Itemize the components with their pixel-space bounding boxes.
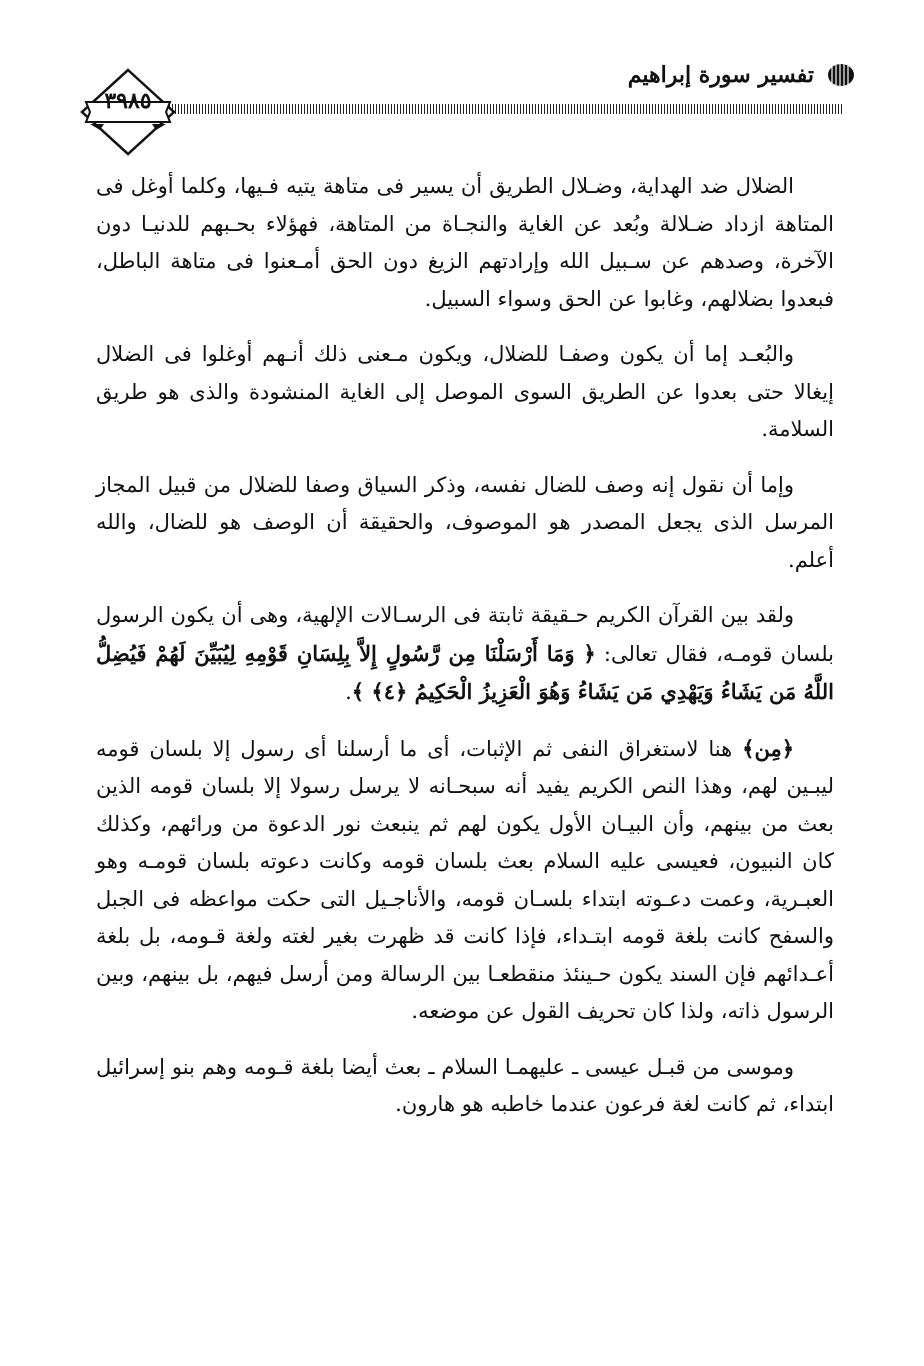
paragraph: وإما أن نقول إنه وصف للضال نفسه، وذكر السياق وصفا للضلال من قبيل المجاز المرسل الذى يجعل المصدر هو الموصوف، والحقيقة أن الوصف هو للضال، والله أعلم. <box>96 472 834 572</box>
quran-word: ﴿مِن﴾ <box>742 735 794 761</box>
running-header-title: تفسير سورة إبراهيم <box>627 62 814 88</box>
paragraph-text: . <box>345 680 352 704</box>
paragraph <box>96 730 834 1031</box>
paragraph: وموسى من قبـل عيسى ـ عليهمـا السلام ـ بعث أيضا بلغة قـومه وهم بنو إسرائيل ابتداء، ثم كانت لغة فرعون عندما خاطبه هو هارون. <box>96 1054 834 1116</box>
page-number: ٣٩٨٥ <box>104 88 152 114</box>
header-rule <box>160 104 842 114</box>
body-text <box>96 168 834 1142</box>
quran-verse: ﴿ وَمَا أَرْسَلْنَا مِن رَّسُولٍ إِلاَّ بِلِسَانِ قَوْمِهِ لِيُبَيِّنَ لَهُمْ فَيُضِلُّ اللَّهُ مَن يَشَاءُ وَيَهْدِي مَن يَشَاءُ وَهُوَ الْعَزِيزُ الْحَكِيمُ ﴿٤﴾ ﴾ <box>96 640 834 704</box>
paragraph: الضلال ضد الهداية، وضـلال الطريق أن يسير فى متاهة يتيه فـيها، وكلما أوغل فى المتاهة ازداد ضـلالة وبُعد عن الغاية والنجـاة من المتاهة، فهؤلاء بحـبهم للدنيـا دون الآخرة، وصدهم عن سـبيل الله وإرادتهم الزيغ دون الحق أمـعنوا فى متاهة الباطل، فبعدوا بضلالهم، وغابوا عن الحق وسواء السبيل. <box>96 174 834 311</box>
paragraph-text: هنا لاستغراق النفى ثم الإثبات، أى ما أرسلنا أى رسول إلا بلسان قومه ليبـين لهم، وهذا النص الكريم يفيد أنه سبحـانه لا يرسل رسولا إلا بلسان قومه الذين بعث من بينهم، وأن البيـان الأول يكون لهم ثم ينبعث نور الدعوة من ورائهم، وكذلك كان النبيون، فعيسى عليه السلام بعث بلسان قومه وكانت دعوته بلسان قومـه وهو العبـرية، وعمت دعـوته ابتداء بلسـان قومه، والأناجـيل التى حكت مواعظه فى الجبل والسفح كانت بلغة قومه ابتـداء، فإذا كانت قد ظهرت بغير لغته ولغة قـومه، بل بلغة أعـدائهم فإن السند يكون حـينئذ منقطعـا بين الرسالة ومن أرسل فيهم، بل بينهم، وبين الرسول ذاته، ولذا كان تحريف القول عن موضعه. <box>96 736 834 1023</box>
paragraph <box>96 597 834 712</box>
paragraph-text: ولقد بين القرآن الكريم حـقيقة ثابتة فى الرسـالات الإلهية، وهى أن يكون الرسول بلسان قومـه، فقال تعالى: <box>96 603 834 666</box>
paragraph: والبُعـد إما أن يكون وصفـا للضلال، ويكون مـعنى ذلك أنـهم أوغلوا فى الضلال إيغالا حتى بعدوا عن الطريق السوى الموصل إلى الغاية المنشودة والذى هو طريق السلامة. <box>96 342 834 441</box>
flower-ornament-icon <box>826 62 856 88</box>
